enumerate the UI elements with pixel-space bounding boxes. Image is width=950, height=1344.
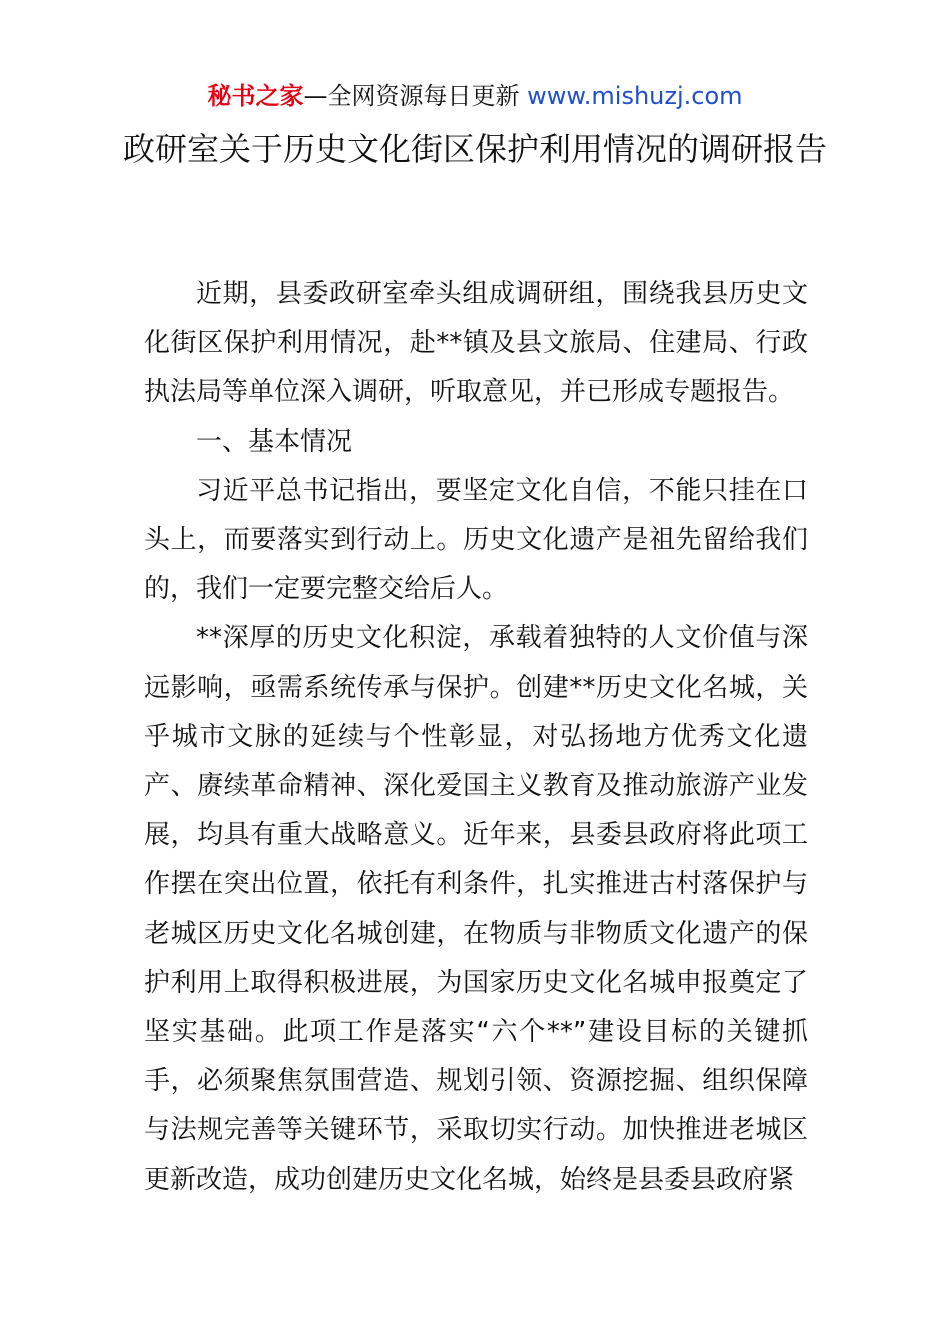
paragraph-quote: 习近平总书记指出，要坚定文化自信，不能只挂在口头上，而要落实到行动上。历史文化遗产是祖先留给我们的，我们一定要完整交给后人。 <box>144 475 808 605</box>
document-title: 政研室关于历史文化街区保护利用情况的调研报告 <box>122 130 827 168</box>
paragraph-main: **深厚的历史文化积淀，承载着独特的人文价值与深远影响，亟需系统传承与保护。创建**历史文化名城，关乎城市文脉的延续与个性彰显，对弘扬地方优秀文化遗产、赓续革命精神、深化爱国主义教育及推动旅游产业发展，均具有重大战略意义。近年来，县委县政府将此项工作摆在突出位置，依托有利条件，扎实推进古村落保护与老城区历史文化名城创建，在物质与非物质文化遗产的保护利用上取得积极进展，为国家历史文化名城申报奠定了坚实基础。此项工作是落实“六个**”建设目标的关键抓手，必须聚焦氛围营造、规划引领、资源挖掘、组织保障与法规完善等关键环节，采取切实行动。加快推进老城区更新改造，成功创建历史文化名城，始终是县委县政府紧 <box>144 623 808 1195</box>
site-brand: 秘书之家 <box>207 82 304 110</box>
paragraph-intro: 近期，县委政研室牵头组成调研组，围绕我县历史文化街区保护利用情况，赴**镇及县文旅局、住建局、行政执法局等单位深入调研，听取意见，并已形成专题报告。 <box>144 279 808 408</box>
site-header <box>0 78 950 114</box>
site-url-link[interactable]: www.mishuzj.com <box>527 82 743 110</box>
document-body <box>144 270 808 1205</box>
site-tagline: —全网资源每日更新 <box>303 82 520 110</box>
section-heading-basic-situation: 一、基本情况 <box>196 426 353 457</box>
